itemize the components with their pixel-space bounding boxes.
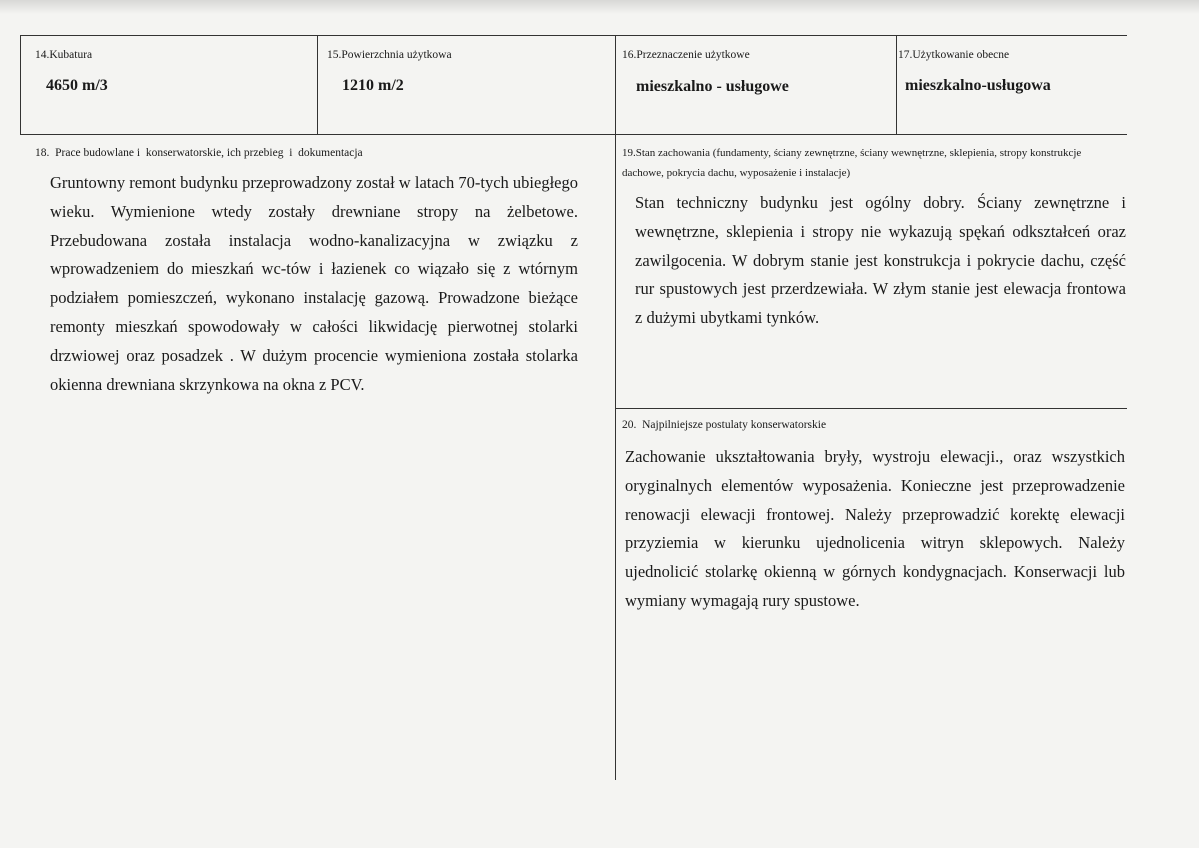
- row-divider: [20, 134, 1127, 135]
- uzytkowanie-label: 17.Użytkowanie obecne: [898, 49, 1010, 61]
- table-top-border: [20, 35, 1127, 36]
- powierzchnia-label: 15.Powierzchnia użytkowa: [327, 49, 452, 61]
- powierzchnia-value: 1210 m/2: [342, 77, 404, 94]
- uzytkowanie-value: mieszkalno-usługowa: [905, 77, 1051, 94]
- column-divider-3: [615, 35, 616, 780]
- section19-label: 19.Stan zachowania (fundamenty, ściany zewnętrzne, ściany wewnętrzne, sklepienia, stropy konstrukcje dachowe, pokrycia dachu, wyposażenie i instalacje): [622, 147, 1082, 179]
- kubatura-value: 4650 m/3: [46, 77, 108, 94]
- kubatura-label: 14.Kubatura: [35, 49, 93, 61]
- section-divider: [615, 408, 1127, 409]
- section19-text: Stan techniczny budynku jest ogólny dobry. Ściany zewnętrzne i wewnętrzne, sklepienia i stropy nie wykazują spękań odkształceń oraz zawilgocenia. W dobrym stanie jest konstrukcja i pokrycie dachu, część rur spustowych jest przerdzewiała. W złym stanie jest elewacja frontowa z dużymi ubytkami tynków.: [635, 193, 1126, 328]
- section18-text: Gruntowny remont budynku przeprowadzony został w latach 70-tych ubiegłego wieku. Wymienione wtedy zostały drewniane stropy na żelbetowe. Przebudowana została instalacja wodno-kanalizacyjna w związku z wprowadzeniem do mieszkań wc-tów i łazienek co wiązało się z wtórnym podziałem pomieszczeń, wykonano instalację gazową. Prowadzone bieżące remonty mieszkań spowodowały w całości likwidację pierwotnej stolarki drzwiowej oraz posadzek . W dużym procencie wymieniona została stolarka okienna drewniana skrzynkowa na okna z PCV.: [50, 173, 578, 394]
- column-divider-1: [20, 35, 21, 135]
- scan-edge: [0, 0, 1199, 14]
- przeznaczenie-value: mieszkalno - usługowe: [636, 78, 789, 95]
- section20-label: 20. Najpilniejsze postulaty konserwatorskie: [622, 419, 827, 431]
- column-divider-2: [317, 35, 318, 135]
- column-divider-4: [896, 35, 897, 135]
- section20-text: Zachowanie ukształtowania bryły, wystroju elewacji., oraz wszystkich oryginalnych elementów wyposażenia. Konieczne jest przeprowadzenie renowacji elewacji frontowej. Należy przeprowadzić korektę elewacji przyziemia w kierunku ujednolicenia witryn sklepowych. Należy ujednolicić stolarkę okienną w górnych kondygnacjach. Konserwacji lub wymiany wymagają rury spustowe.: [625, 447, 1125, 610]
- section18-label: 18. Prace budowlane i konserwatorskie, ich przebieg i dokumentacja: [35, 147, 363, 159]
- przeznaczenie-label: 16.Przeznaczenie użytkowe: [622, 49, 750, 61]
